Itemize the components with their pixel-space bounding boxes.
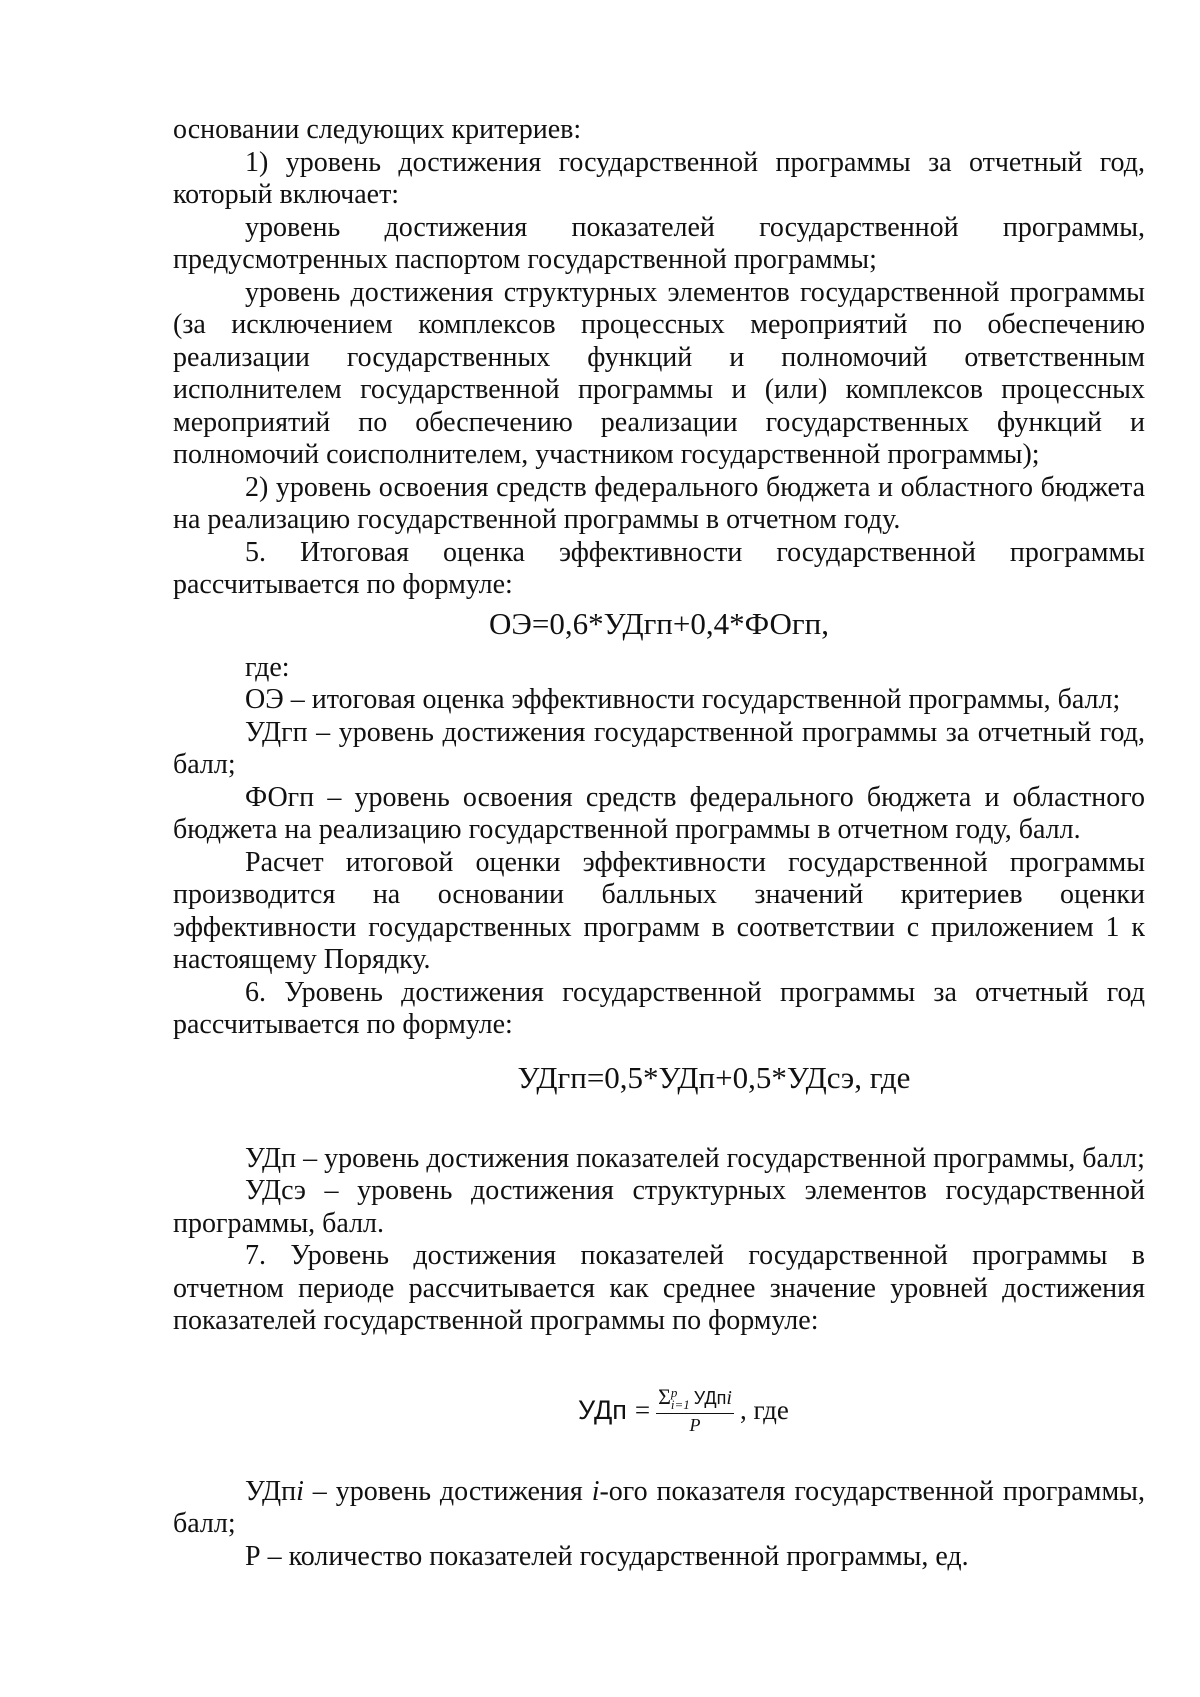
sum-sign: Σ xyxy=(658,1383,671,1409)
sum-term: УДп xyxy=(693,1387,727,1408)
fraction-denominator: P xyxy=(689,1415,701,1436)
paragraph: 5. Итоговая оценка эффективности государственной программы рассчитывается по формуле: xyxy=(173,536,1145,600)
paragraph: 7. Уровень достижения показателей государственной программы в отчетном периоде рассчитывается как среднее значение уровней достижения показателей государственной программы по формуле: xyxy=(173,1240,1145,1336)
paragraph: Р – количество показателей государственной программы, ед. xyxy=(245,1540,969,1572)
term-definition-part: -ого показателя государственной программы, балл; xyxy=(173,1475,1145,1539)
formula-tail: , где xyxy=(739,1395,789,1426)
paragraph: 6. Уровень достижения государственной программы за отчетный год рассчитывается по формуле: xyxy=(173,976,1145,1040)
formula-total-efficiency: ОЭ=0,6*УДгп+0,4*ФОгп, xyxy=(489,605,829,641)
paragraph: уровень достижения показателей государственной программы, предусмотренных паспортом государственной программы; xyxy=(173,211,1145,275)
paragraph: 2) уровень освоения средств федерального бюджета и областного бюджета на реализацию государственной программы в отчетном году. xyxy=(173,471,1145,535)
paragraph: уровень достижения структурных элементов государственной программы (за исключением комплексов процессных мероприятий по обеспечению реализации государственных функций и полномочий ответственным исполнителем государственной программы и (или) комплексов процессных мероприятий по обеспечению реализации государственных функций и полномочий соисполнителем, участником государственной программы); xyxy=(173,276,1145,470)
paragraph: основании следующих критериев: xyxy=(173,114,582,145)
term-index: i xyxy=(591,1475,600,1507)
paragraph: ОЭ – итоговая оценка эффективности государственной программы, балл; xyxy=(245,684,1121,715)
formula-lhs: УДп xyxy=(578,1395,627,1426)
paragraph: Расчет итоговой оценки эффективности государственной программы производится на основании балльных значений критериев оценки эффективности государственных программ в соответствии с приложением 1 к настоящему Порядку. xyxy=(173,846,1145,975)
term-definition-part: – уровень достижения xyxy=(303,1475,592,1507)
fraction-numerator xyxy=(656,1385,734,1414)
paragraph xyxy=(173,1476,1145,1541)
formula-expression xyxy=(578,1376,789,1446)
formula-fraction xyxy=(656,1385,734,1436)
paragraph: 1) уровень достижения государственной программы за отчетный год, который включает: xyxy=(173,146,1145,210)
paragraph: УДсэ – уровень достижения структурных элементов государственной программы, балл. xyxy=(173,1175,1145,1239)
paragraph: где: xyxy=(245,651,290,683)
sum-lower-limit: i=1 xyxy=(670,1397,690,1413)
term-index: i xyxy=(296,1475,304,1507)
formula-indicators-average xyxy=(173,1376,1145,1446)
sum-upper-limit: p xyxy=(670,1385,678,1401)
sum-limits xyxy=(671,1387,690,1411)
paragraph: УДгп – уровень достижения государственной программы за отчетный год, балл; xyxy=(173,716,1145,780)
document-body xyxy=(173,114,1145,1573)
formula-equals: = xyxy=(634,1395,651,1426)
paragraph: ФОгп – уровень освоения средств федерального бюджета и областного бюджета на реализацию государственной программы в отчетном году, балл. xyxy=(173,781,1145,845)
formula-program-achievement: УДгп=0,5*УДп+0,5*УДсэ, где xyxy=(517,1059,911,1095)
term-name: УДп xyxy=(245,1475,297,1507)
sum-term-index: i xyxy=(726,1386,732,1409)
paragraph: УДп – уровень достижения показателей государственной программы, балл; xyxy=(245,1142,1145,1174)
